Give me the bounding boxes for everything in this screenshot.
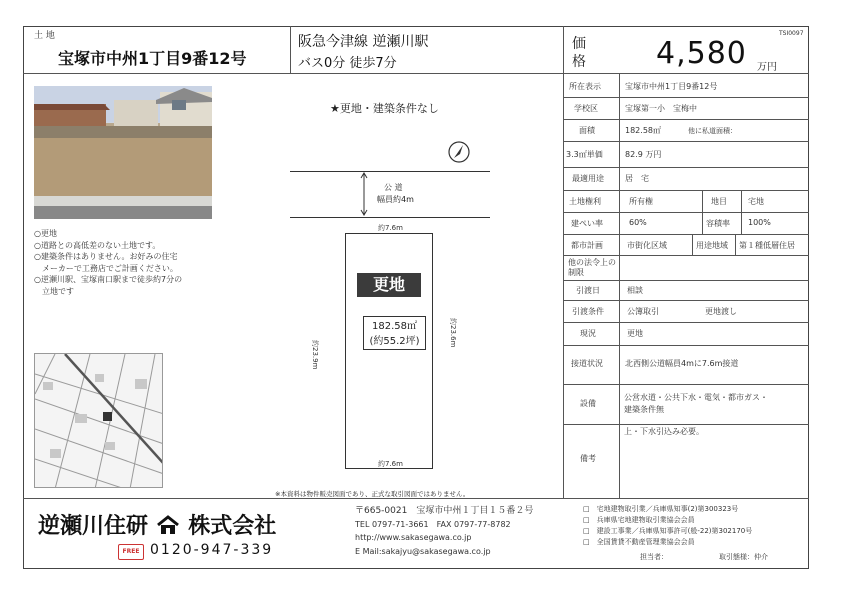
location-map (34, 353, 163, 488)
label-facilities: 設備 (580, 399, 596, 408)
company-website-link[interactable]: http://www.sakasegawa.co.jp (355, 533, 472, 542)
area-box (363, 316, 426, 350)
license-1: □ 宅地建物取引業／兵庫県知事(2)第300323号 (583, 505, 739, 513)
label-bcr: 建ぺい率 (571, 219, 603, 228)
label-city-plan: 都市計画 (571, 241, 603, 250)
price-unit: 万円 (757, 62, 777, 73)
company-postal-address: 〒665-0021 宝塚市中州１丁目１５番２号 (355, 506, 534, 516)
lot-outline (345, 233, 433, 469)
license-2: □ 兵庫県宅地建物取引業協会会員 (583, 516, 695, 524)
value-road-access: 北西側公道幅員4mに7.6m接道 (625, 359, 739, 368)
label-unit-price: 3.3㎡単価 (566, 150, 603, 159)
area-tsubo: (約55.2坪) (369, 336, 420, 347)
license-4: □ 全国賃貸不動産管理業協会会員 (583, 538, 695, 546)
company-name: 逆瀬川住研 (38, 514, 149, 539)
free-dial-badge: FREE (118, 544, 144, 560)
road-dimension-arrow (360, 172, 368, 216)
value-delivery-date: 相談 (627, 286, 643, 295)
company-suffix: 株式会社 (188, 514, 277, 539)
top-width-label: 約7.6m (378, 224, 403, 232)
right-depth-label: 約23.6m (449, 318, 457, 348)
value-far: 100% (748, 218, 771, 227)
label-delivery-conditions: 引渡条件 (572, 307, 604, 316)
value-unit-price: 82.9 万円 (625, 150, 662, 159)
reference-number: TSI0097 (779, 30, 804, 37)
label-remarks: 備考 (580, 454, 596, 463)
value-rights: 所有権 (629, 197, 653, 206)
left-depth-label: 約23.9m (311, 340, 319, 370)
note-line: ○道路との高低差のない土地です。 (34, 240, 161, 250)
label-far: 容積率 (706, 219, 730, 228)
value-facilities-2: 建築条件無 (624, 405, 664, 414)
label-delivery-date: 引渡日 (576, 286, 600, 295)
feature-notes (34, 228, 182, 297)
license-3: □ 建設工事業／兵庫県知事許可(般-22)第302170号 (583, 527, 753, 535)
access-time: バス0分 徒歩7分 (298, 56, 397, 71)
label-zoning: 用途地域 (696, 241, 728, 250)
property-address-title: 宝塚市中州1丁目9番12号 (58, 49, 247, 68)
road-label: 公 道 (384, 183, 403, 192)
station-name: 阪急今津線 逆瀬川駅 (298, 34, 429, 50)
note-line: ○逆瀬川駅、宝塚南口駅まで徒歩約7分の (34, 275, 183, 284)
label-status: 現況 (580, 329, 596, 338)
label-rights: 土地権利 (569, 197, 601, 206)
company-tel-fax: TEL 0797-71-3661 FAX 0797-77-8782 (355, 520, 511, 529)
value-area-note: 他に私道面積： (688, 127, 737, 135)
north-arrow-icon (448, 141, 470, 163)
value-land-category: 宅地 (748, 197, 764, 206)
note-line: ○更地 (34, 229, 57, 238)
value-zoning: 第１種低層住居 (739, 241, 795, 250)
transaction-type: 取引態様：仲介 (719, 553, 768, 561)
value-school: 宝塚第一小 宝梅中 (625, 104, 697, 113)
property-type-label: 土 地 (34, 31, 55, 41)
house-icon (156, 515, 180, 535)
plan-headline: ★更地・建築条件なし (330, 102, 439, 115)
area-sqm: 182.58㎡ (372, 321, 417, 332)
value-facilities: 公営水道・公共下水・電気・都市ガス・ (624, 393, 768, 402)
note-line: 立地です (34, 286, 74, 296)
note-line: ○建築条件はありません。お好みの住宅 (34, 252, 178, 261)
person-in-charge-label: 担当者： (640, 553, 668, 561)
value-delivery-conditions-2: 更地渡し (705, 307, 737, 316)
price-label-2: 格 (572, 54, 586, 70)
value-city-plan: 市街化区域 (627, 241, 667, 250)
road-width: 幅員約4m (377, 195, 414, 204)
label-road-access: 接道状況 (571, 359, 603, 368)
value-use: 居 宅 (625, 174, 649, 183)
bottom-width-label: 約7.6m (378, 460, 403, 468)
value-remarks: 上・下水引込み必要。 (624, 427, 704, 436)
value-location: 宝塚市中州1丁目9番12号 (625, 82, 718, 91)
value-status: 更地 (627, 329, 643, 338)
free-dial-number: 0120-947-339 (150, 542, 274, 558)
price-value: 4,580 (656, 36, 747, 71)
price-label-1: 価 (572, 36, 586, 52)
plan-disclaimer: ※本資料は物件販売図面であり、正式な取引図面ではありません。 (275, 490, 470, 498)
label-area: 面積 (579, 126, 595, 135)
label-use: 最適用途 (572, 174, 604, 183)
label-other-restrictions: 他の法令上の制限 (568, 258, 616, 277)
label-location: 所在表示 (569, 82, 601, 91)
label-land-category: 地目 (711, 197, 727, 206)
property-photo (34, 86, 212, 219)
value-delivery-conditions: 公簿取引 (627, 307, 659, 316)
company-email-link[interactable]: E Mail:sakajyu@sakasegawa.co.jp (355, 547, 491, 556)
note-line: メーカーで工務店でご計画ください。 (34, 263, 178, 273)
company-logo (38, 509, 276, 540)
value-bcr: 60% (629, 218, 647, 227)
value-area: 182.58㎡ (625, 126, 661, 135)
label-school: 学校区 (574, 104, 598, 113)
vacant-land-badge: 更地 (357, 273, 421, 297)
